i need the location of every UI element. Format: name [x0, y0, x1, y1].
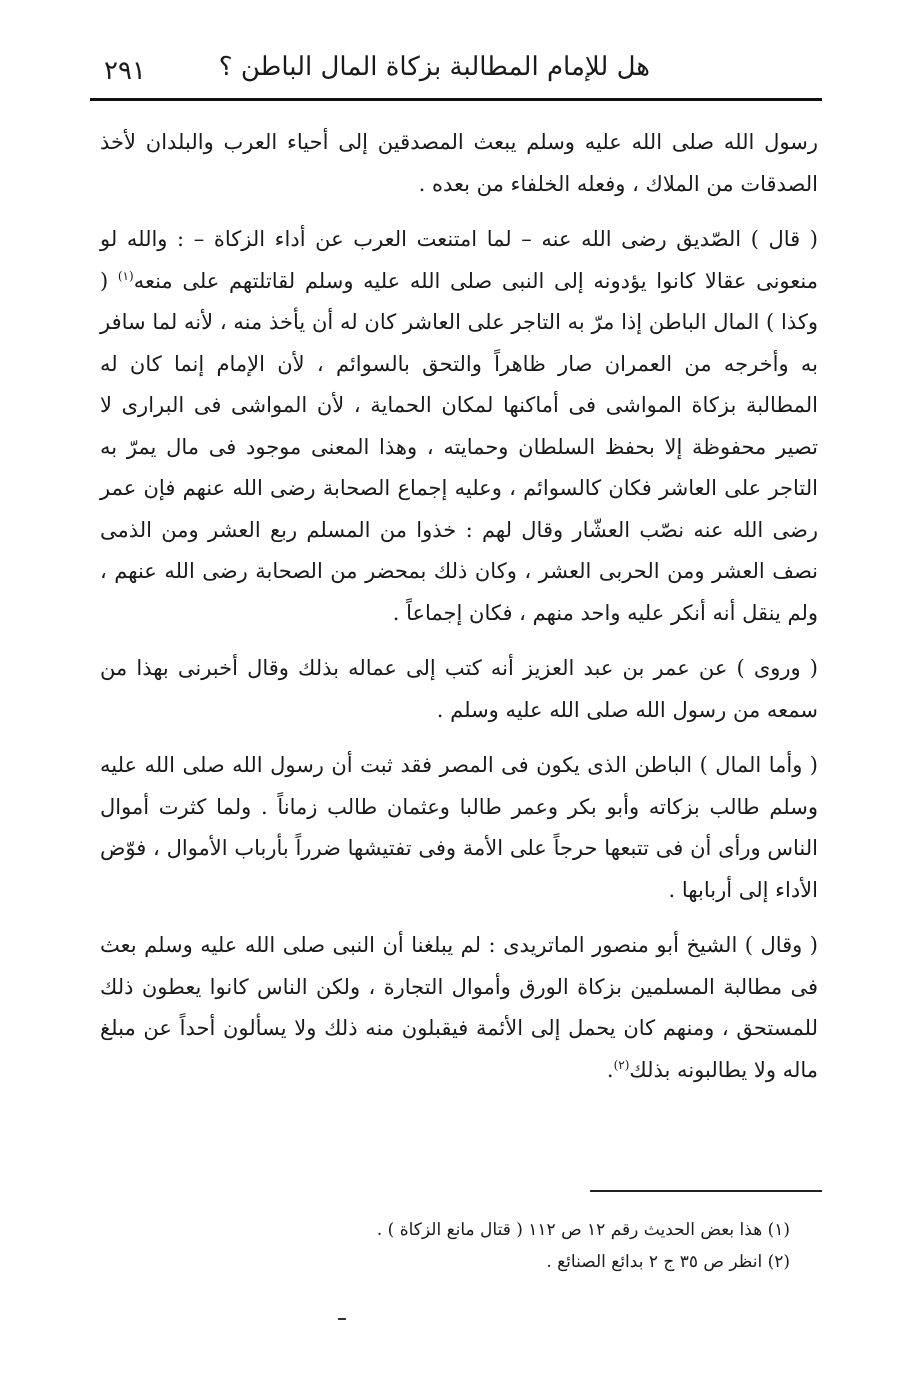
header-rule: [90, 98, 822, 101]
page-number: ٢٩١: [104, 56, 146, 86]
footnote-ref-2: (٢): [613, 1057, 630, 1072]
paragraph-2: [100, 219, 818, 634]
footnote-ref-1: (١): [117, 268, 134, 283]
paragraph-2-text: ( قال ) الصّديق رضى الله عنه – لما امتنعت العرب عن أداء الزكاة – : والله لو منعونى عقالا كانوا يؤدونه إلى النبى صلى الله عليه وسلم لقاتلتهم على منعه: [100, 227, 818, 293]
page-header: [90, 38, 820, 96]
footnotes: [250, 1214, 790, 1278]
paragraph-2-tail: ( وكذا ) المال الباطن إذا مرّ به التاجر على العاشر كان له أن يأخذ منه ، لأنه لما سافر به وأخرجه من العمران صار ظاهراً والتحق بالسوائم ، لأن الإمام إنما كان له المطالبة بزكاة المواشى فى أماكنها لمكان الحماية ، لأن المواشى فى البرارى لا تصير محفوظة إلا بحفظ السلطان وحمايته ، وهذا المعنى موجود فى مال يمرّ به التاجر على العاشر فكان كالسوائم ، وعليه إجماع الصحابة رضى الله عنهم فإن عمر رضى الله عنه نصّب العشّار وقال لهم : خذوا من المسلم ربع العشر ومن الذمى نصف العشر ومن الحربى العشر ، وكان ذلك بمحضر من الصحابة رضى الله عنهم ، ولم ينقل أنه أنكر عليه واحد منهم ، فكان إجماعاً .: [100, 268, 818, 625]
paragraph-1: رسول الله صلى الله عليه وسلم يبعث المصدقين إلى أحياء العرب والبلدان لأخذ الصدقات من الملاك ، وفعله الخلفاء من بعده .: [100, 130, 818, 196]
footnote-rule: [590, 1190, 822, 1192]
footnote-2: (٢) انظر ص ٣٥ ج ٢ بدائع الصنائع .: [546, 1252, 790, 1272]
running-title: هل للإمام المطالبة بزكاة المال الباطن ؟: [218, 52, 650, 82]
stray-mark: [338, 1318, 346, 1320]
paragraph-4: ( وأما المال ) الباطن الذى يكون فى المصر فقد ثبت أن رسول الله صلى الله عليه وسلم طالب بزكاته وأبو بكر وعمر طالبا وعثمان طالب زماناً . ولما كثرت أموال الناس ورأى أن فى تتبعها حرجاً على الأمة وفى تفتيشها ضرراً بأرباب الأموال ، فوّض الأداء إلى أربابها .: [100, 753, 818, 902]
paragraph-5: [100, 925, 818, 1091]
footnote-1: (١) هذا بعض الحديث رقم ١٢ ص ١١٢ ( قتال مانع الزكاة ) .: [376, 1220, 790, 1240]
paragraph-5-text: ( وقال ) الشيخ أبو منصور الماتريدى : لم يبلغنا أن النبى صلى الله عليه وسلم بعث فى مطالبة المسلمين بزكاة الورق وأموال التجارة ، ولكن الناس كانوا يعطون ذلك للمستحق ، ومنهم كان يحمل إلى الأئمة فيقبلون منه ذلك ولا يسألون أحداً عن مبلغ ماله ولا يطالبونه بذلك: [100, 933, 818, 1082]
paragraph-3: ( وروى ) عن عمر بن عبد العزيز أنه كتب إلى عماله بذلك وقال أخبرنى بهذا من سمعه من رسول الله صلى الله عليه وسلم .: [100, 656, 818, 722]
paragraph-5-end: .: [606, 1057, 614, 1082]
main-text: [100, 122, 818, 1105]
